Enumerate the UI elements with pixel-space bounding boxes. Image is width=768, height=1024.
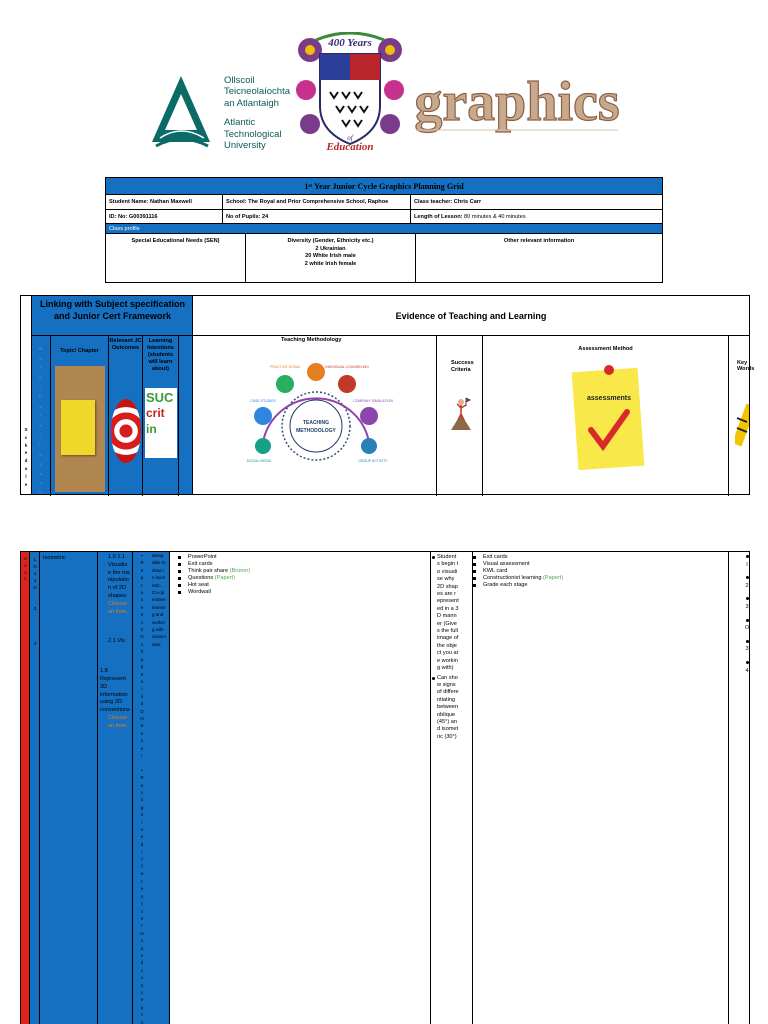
jc-outcomes-cell xyxy=(98,552,133,1024)
li-vertical-1: • R e p r e s e n t 2 D s h a p e s i n 3 D m a n n e r • R e c o g n i s e d i f f e r e n t t e r m s a n d c o n c e p t s xyxy=(140,553,144,1024)
success-criteria-item: Can show signs of differentiating between oblique (45°) and isometric (30°) xyxy=(437,674,459,740)
lesson-vertical: L O 1 2 O 3 4 xyxy=(33,557,37,646)
grid-title-ordinal: 1 xyxy=(304,181,309,191)
crest-of-text: of xyxy=(347,134,353,142)
topic-cell xyxy=(40,552,98,1024)
key-word-item: 4 xyxy=(737,660,757,675)
jc-code: 2.1 Vis xyxy=(108,638,125,645)
success-criteria-item: Students begin to visualise why 2D shapes are represented in a 3D manner (Gives the full image of the object you are working with) xyxy=(437,554,459,672)
diagram-label: GROUP ACTIVITY xyxy=(358,459,388,463)
crest-top-text: 400 Years xyxy=(328,37,372,49)
jc-code: 1.9 1.1 xyxy=(108,554,126,560)
assessment-method-item: KWL card xyxy=(483,568,728,575)
diagram-center-text: TEACHING xyxy=(302,420,330,426)
key-words-list xyxy=(737,554,757,675)
assessment-note-icon xyxy=(569,356,647,474)
grid-row-profile xyxy=(106,234,662,282)
key-icon xyxy=(735,398,749,450)
sticky-note-image xyxy=(61,400,95,455)
assessment-method-item: Constructionist learning (Papert) xyxy=(483,575,728,582)
diversity-cell xyxy=(246,234,416,282)
grid-title xyxy=(106,178,662,195)
class-teacher: Class teacher: Chris Carr xyxy=(414,199,482,205)
assessment-methods-cell xyxy=(473,552,729,1024)
diagram-label: INDIVIDUAL COUNSELING xyxy=(325,365,369,369)
sen-label: Special Educational Needs (SEN) xyxy=(131,238,220,244)
mountain-climber-icon xyxy=(451,396,471,430)
success-criteria-list xyxy=(437,554,459,741)
diversity-line: 20 White Irish male xyxy=(305,253,356,260)
diagram-label: SOCIAL MEDIA xyxy=(246,459,272,463)
linking-band xyxy=(32,296,193,494)
atu-irish-line-1: Ollscoil xyxy=(224,75,255,86)
other-info-cell xyxy=(416,234,662,282)
success-criteria-column xyxy=(437,336,483,496)
lesson-column-blue xyxy=(30,552,40,1024)
evidence-right xyxy=(193,296,755,494)
diversity-line: 2 white Irish female xyxy=(304,260,357,267)
diversity-label: Diversity (Gender, Ethnicity etc.) xyxy=(287,238,374,244)
teaching-methods-list xyxy=(188,554,430,597)
teaching-methodology-column xyxy=(193,336,437,496)
jc-code: 1.8 xyxy=(100,668,108,675)
atu-english-line-1: Atlantic xyxy=(224,117,256,129)
teaching-method-item: Wordwall xyxy=(188,589,430,596)
assessment-note-text: assessments xyxy=(587,395,631,402)
school-name: School: The Royal and Prior Comprehensive School, Raphoe xyxy=(223,195,411,209)
assessment-header: Assessment Method xyxy=(578,346,633,352)
teaching-method-item: Think pair share (Bruner) xyxy=(188,568,430,575)
key-word-item: 3 xyxy=(737,639,757,654)
jc-header: Relevant JC Outcomes xyxy=(109,338,142,351)
graphics-wordmark-icon xyxy=(406,54,628,158)
assessment-column xyxy=(483,336,729,496)
diagram-label: PRACTICE DOING xyxy=(269,365,301,369)
jc-choose-item[interactable]: Choose an item. xyxy=(108,600,128,615)
jc-text: Visualise the manipulation of 2D shapes xyxy=(108,561,130,599)
key-words-header: Key Words xyxy=(737,360,755,372)
jc-text: Represent 3D information using 2D conventions xyxy=(100,675,130,714)
diagram-label: COMPANY SIMULATION xyxy=(353,399,393,403)
diagram-label: CASE STUDIES xyxy=(250,399,276,403)
week-column xyxy=(32,336,51,496)
grid-row-id xyxy=(106,210,662,224)
linking-title: Linking with Subject specification and Junior Cert Framework xyxy=(32,296,193,336)
assessment-method-item: Visual assessment xyxy=(483,561,728,568)
success-overlay-3: in xyxy=(146,422,157,436)
graphics-word: graphics xyxy=(414,71,620,133)
topic-text: Isometric xyxy=(43,555,66,561)
assessment-method-item: Grade each stage xyxy=(483,582,728,589)
week-vertical: W e e k xyxy=(23,556,28,582)
evidence-title: Evidence of Teaching and Learning xyxy=(193,296,749,336)
class-profile-label: Class profile xyxy=(106,224,662,234)
lesson-length xyxy=(411,210,662,223)
success-criteria-header: Success Criteria xyxy=(451,360,474,373)
teaching-method-item: Hot seat xyxy=(188,582,430,589)
schedule-column xyxy=(21,296,32,494)
teaching-methodology-header: Teaching Methodology xyxy=(281,337,342,343)
atu-wordmark xyxy=(224,75,290,151)
topic-header: Topic/ Chapter xyxy=(60,348,99,354)
school-crest-icon xyxy=(296,32,404,152)
grid-row-student xyxy=(106,195,662,210)
key-words-column xyxy=(729,336,755,496)
target-icon xyxy=(111,399,141,463)
lesson-length-label: Length of Lesson: xyxy=(414,213,463,220)
atu-english-line-2: Technological xyxy=(224,128,282,140)
jc-item xyxy=(108,554,130,616)
week-column-red xyxy=(21,552,30,1024)
lesson-length-value: 80 minutes & 40 minutes xyxy=(464,213,526,220)
atu-logo-icon xyxy=(148,72,214,150)
success-overlay-1: SUC xyxy=(146,390,174,405)
li-text-2: Being able to draw in isometric. Co-operative learning and working with classmates xyxy=(152,553,167,647)
key-word-item: 3 xyxy=(737,596,757,611)
grid-title-text: Year Junior Cycle Graphics Planning Grid xyxy=(314,181,464,191)
teaching-method-item: Questions (Papert) xyxy=(188,575,430,582)
evidence-table xyxy=(20,295,755,495)
teaching-methods-cell xyxy=(170,552,431,1024)
jc-choose-item[interactable]: Choose an item. xyxy=(108,714,128,729)
li-header: Learning Intentions (students will learn about) xyxy=(147,338,174,372)
pupil-count: No of Pupils: 24 xyxy=(223,210,411,223)
crest-bottom-text: Education xyxy=(326,141,374,152)
other-info-label: Other relevant information xyxy=(503,238,575,244)
grid-title-ordinal-suffix: st xyxy=(308,183,313,189)
success-criteria-image xyxy=(145,388,177,458)
teaching-method-item: PowerPoint xyxy=(188,554,430,561)
learning-intentions-cell xyxy=(133,552,170,1024)
assessment-methods-list xyxy=(483,554,728,589)
planning-grid xyxy=(105,177,663,283)
success-criteria-cell xyxy=(431,552,473,1024)
li-column xyxy=(143,336,179,496)
success-overlay-2: crit xyxy=(146,406,165,420)
student-name: Student Name: Nathan Maxwell xyxy=(106,195,223,209)
assessment-method-item: Exit cards xyxy=(483,554,728,561)
jc-item xyxy=(108,638,130,646)
student-id: ID: No: G00391116 xyxy=(106,210,223,223)
schedule-label: S c h e d u l e xyxy=(24,427,28,487)
atu-english-line-3: University xyxy=(224,140,266,152)
teaching-method-item: Exit cards xyxy=(188,561,430,568)
jc-column xyxy=(109,336,143,496)
teaching-methodology-diagram-icon xyxy=(239,344,393,484)
key-word-item: O xyxy=(737,618,757,633)
diagram-center-text-2: METHODOLOGY xyxy=(296,428,336,434)
atu-irish-line-2: Teicneolaíochta xyxy=(224,86,291,98)
key-word-item: I xyxy=(737,554,757,569)
week-vertical-text: W e e k / D a t e / L e s s o n xyxy=(38,346,43,495)
detail-table xyxy=(20,551,750,1024)
topic-column xyxy=(51,336,109,496)
atu-irish-line-3: an Atlantaigh xyxy=(224,97,279,109)
jc-item xyxy=(100,668,130,730)
diversity-line: 2 Ukrainian xyxy=(315,245,346,252)
key-words-cell xyxy=(729,552,749,1024)
key-word-item: 2 xyxy=(737,575,757,590)
sen-cell xyxy=(106,234,246,282)
